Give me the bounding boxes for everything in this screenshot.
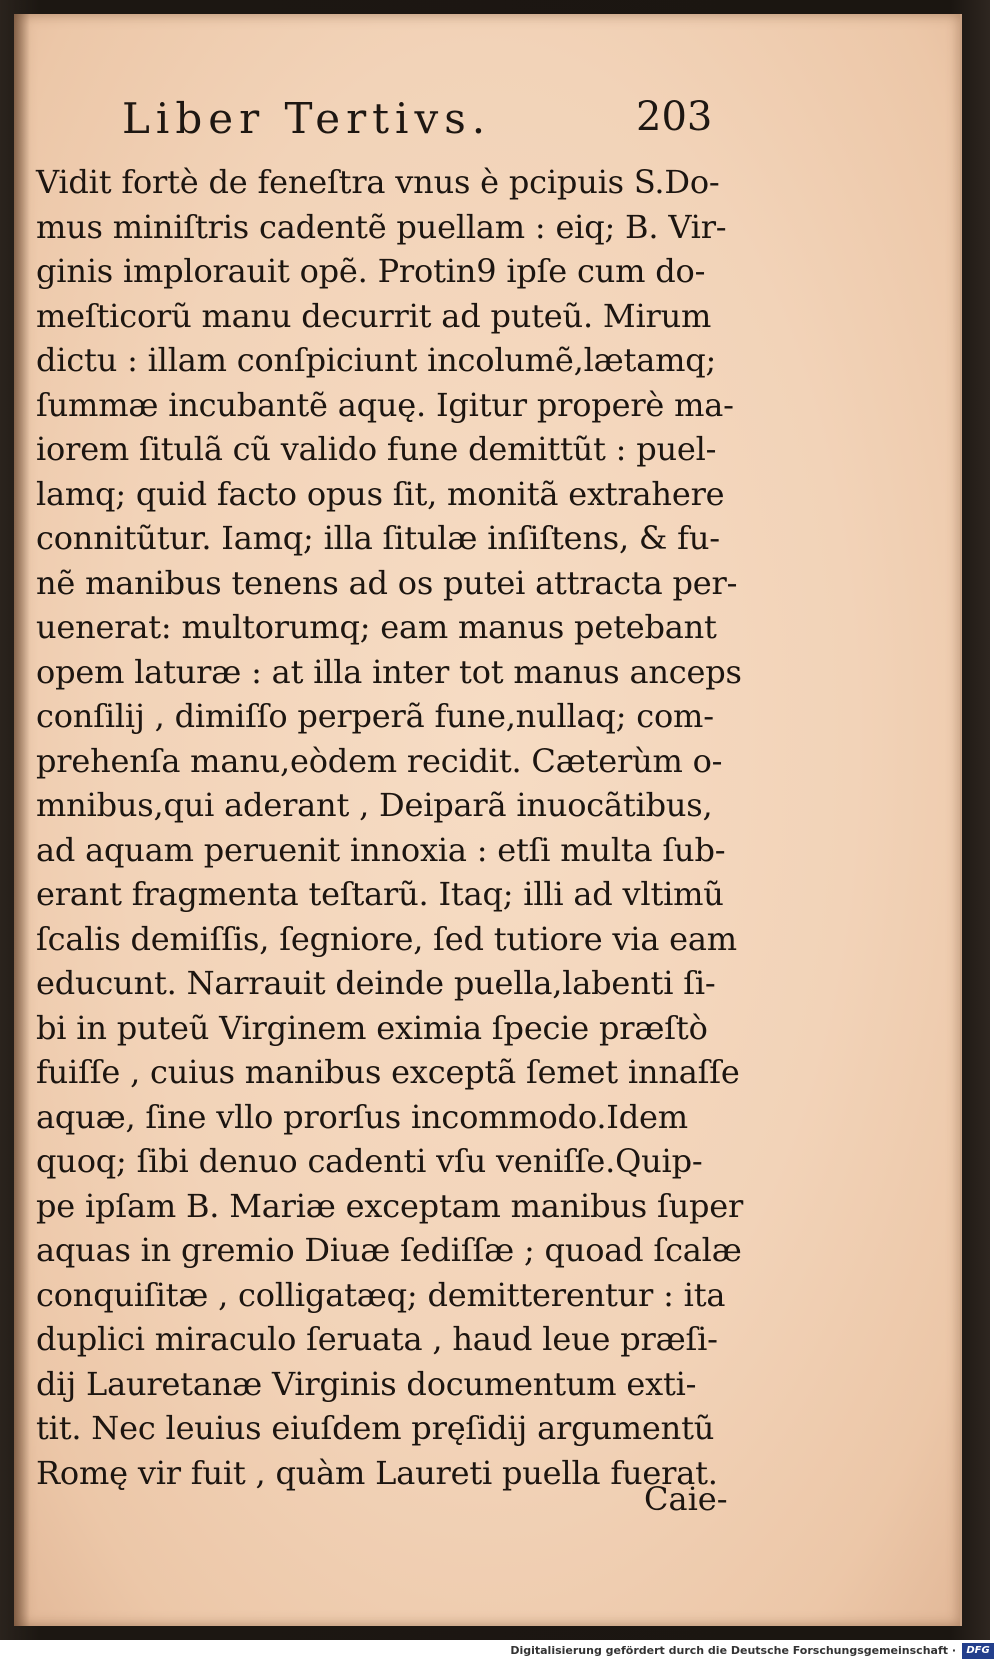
book-page [14,14,962,1626]
catchword: Caie- [644,1480,728,1518]
text-line: meſticorũ manu decurrit ad puteũ. Mirum [36,296,712,335]
text-line: Vidit fortè de feneſtra vnus è pcipuis S.Do- [36,163,720,201]
text-line: ſummæ incubantẽ aquę. Igitur properè ma- [36,385,734,424]
dfg-logo-icon: DFG [962,1643,994,1659]
text-line: duplici miraculo ſeruata , haud leue præſi- [36,1320,718,1358]
funding-credit: Digitalisierung gefördert durch die Deutsche Forschungsgemeinschaft · [510,1644,956,1657]
text-line: nẽ manibus tenens ad os putei attracta per- [36,563,738,602]
text-line: ginis implorauit opẽ. Protin9 ipſe cum do- [36,252,706,290]
text-line: lamq; quid facto opus ſit, monitã extrahere [36,474,725,513]
text-line: dictu : illam conſpiciunt incolumẽ,lætamq; [36,341,717,379]
text-line: fuiſſe , cuius manibus exceptã ſemet innaſſe [36,1053,740,1091]
text-line: uenerat: multorumq; eam manus petebant [36,608,717,646]
page-number: 203 [636,94,713,140]
text-line: dij Lauretanæ Virginis documentum exti- [36,1364,697,1403]
text-line: ad aquam peruenit innoxia : etſi multa ſub- [36,830,726,869]
footer-bar [0,1640,1000,1666]
text-line: ſcalis demiſſis, ſegniore, ſed tutiore via eam [36,919,737,958]
text-line: erant fragmenta teſtarũ. Itaq; illi ad vltimũ [36,875,724,913]
text-line: tit. Nec leuius eiuſdem pręſidij argumentũ [36,1409,715,1447]
text-line: conquiſitæ , colligatæq; demitterentur : ita [36,1275,726,1314]
text-line: quoq; ſibi denuo cadenti vſu veniſſe.Quip- [36,1142,703,1180]
running-title: Liber Tertivs. [122,94,492,143]
text-line: opem laturæ : at illa inter tot manus anceps [36,652,742,691]
text-line: aquas in gremio Diuæ ſediſſæ ; quoad ſcalæ [36,1231,742,1269]
text-line: prehenſa manu,eòdem recidit. Cæterùm o- [36,741,723,780]
text-line: conſilij , dimiſſo perperã fune,nullaq; com- [36,697,714,735]
text-line: educunt. Narrauit deinde puella,labenti ſi- [36,964,716,1002]
body-text [36,160,744,1495]
text-line: pe ipſam B. Mariæ exceptam manibus ſuper [36,1186,744,1225]
text-line: mus miniſtris cadentẽ puellam : eiq; B. Vir- [36,207,727,246]
spine-shadow [14,14,30,1626]
text-line: iorem ſitulã cũ valido fune demittũt : puel- [36,430,717,468]
text-line: Romę vir fuit , quàm Laureti puella fuerat. [36,1453,718,1492]
text-line: connitũtur. Iamq; illa ſitulæ inſiſtens, & fu- [36,519,720,557]
text-line: bi in puteũ Virginem eximia ſpecie præſtò [36,1008,708,1047]
text-line: mnibus,qui aderant , Deiparã inuocãtibus, [36,786,713,824]
text-line: aquæ, ſine vllo prorſus incommodo.Idem [36,1097,688,1136]
